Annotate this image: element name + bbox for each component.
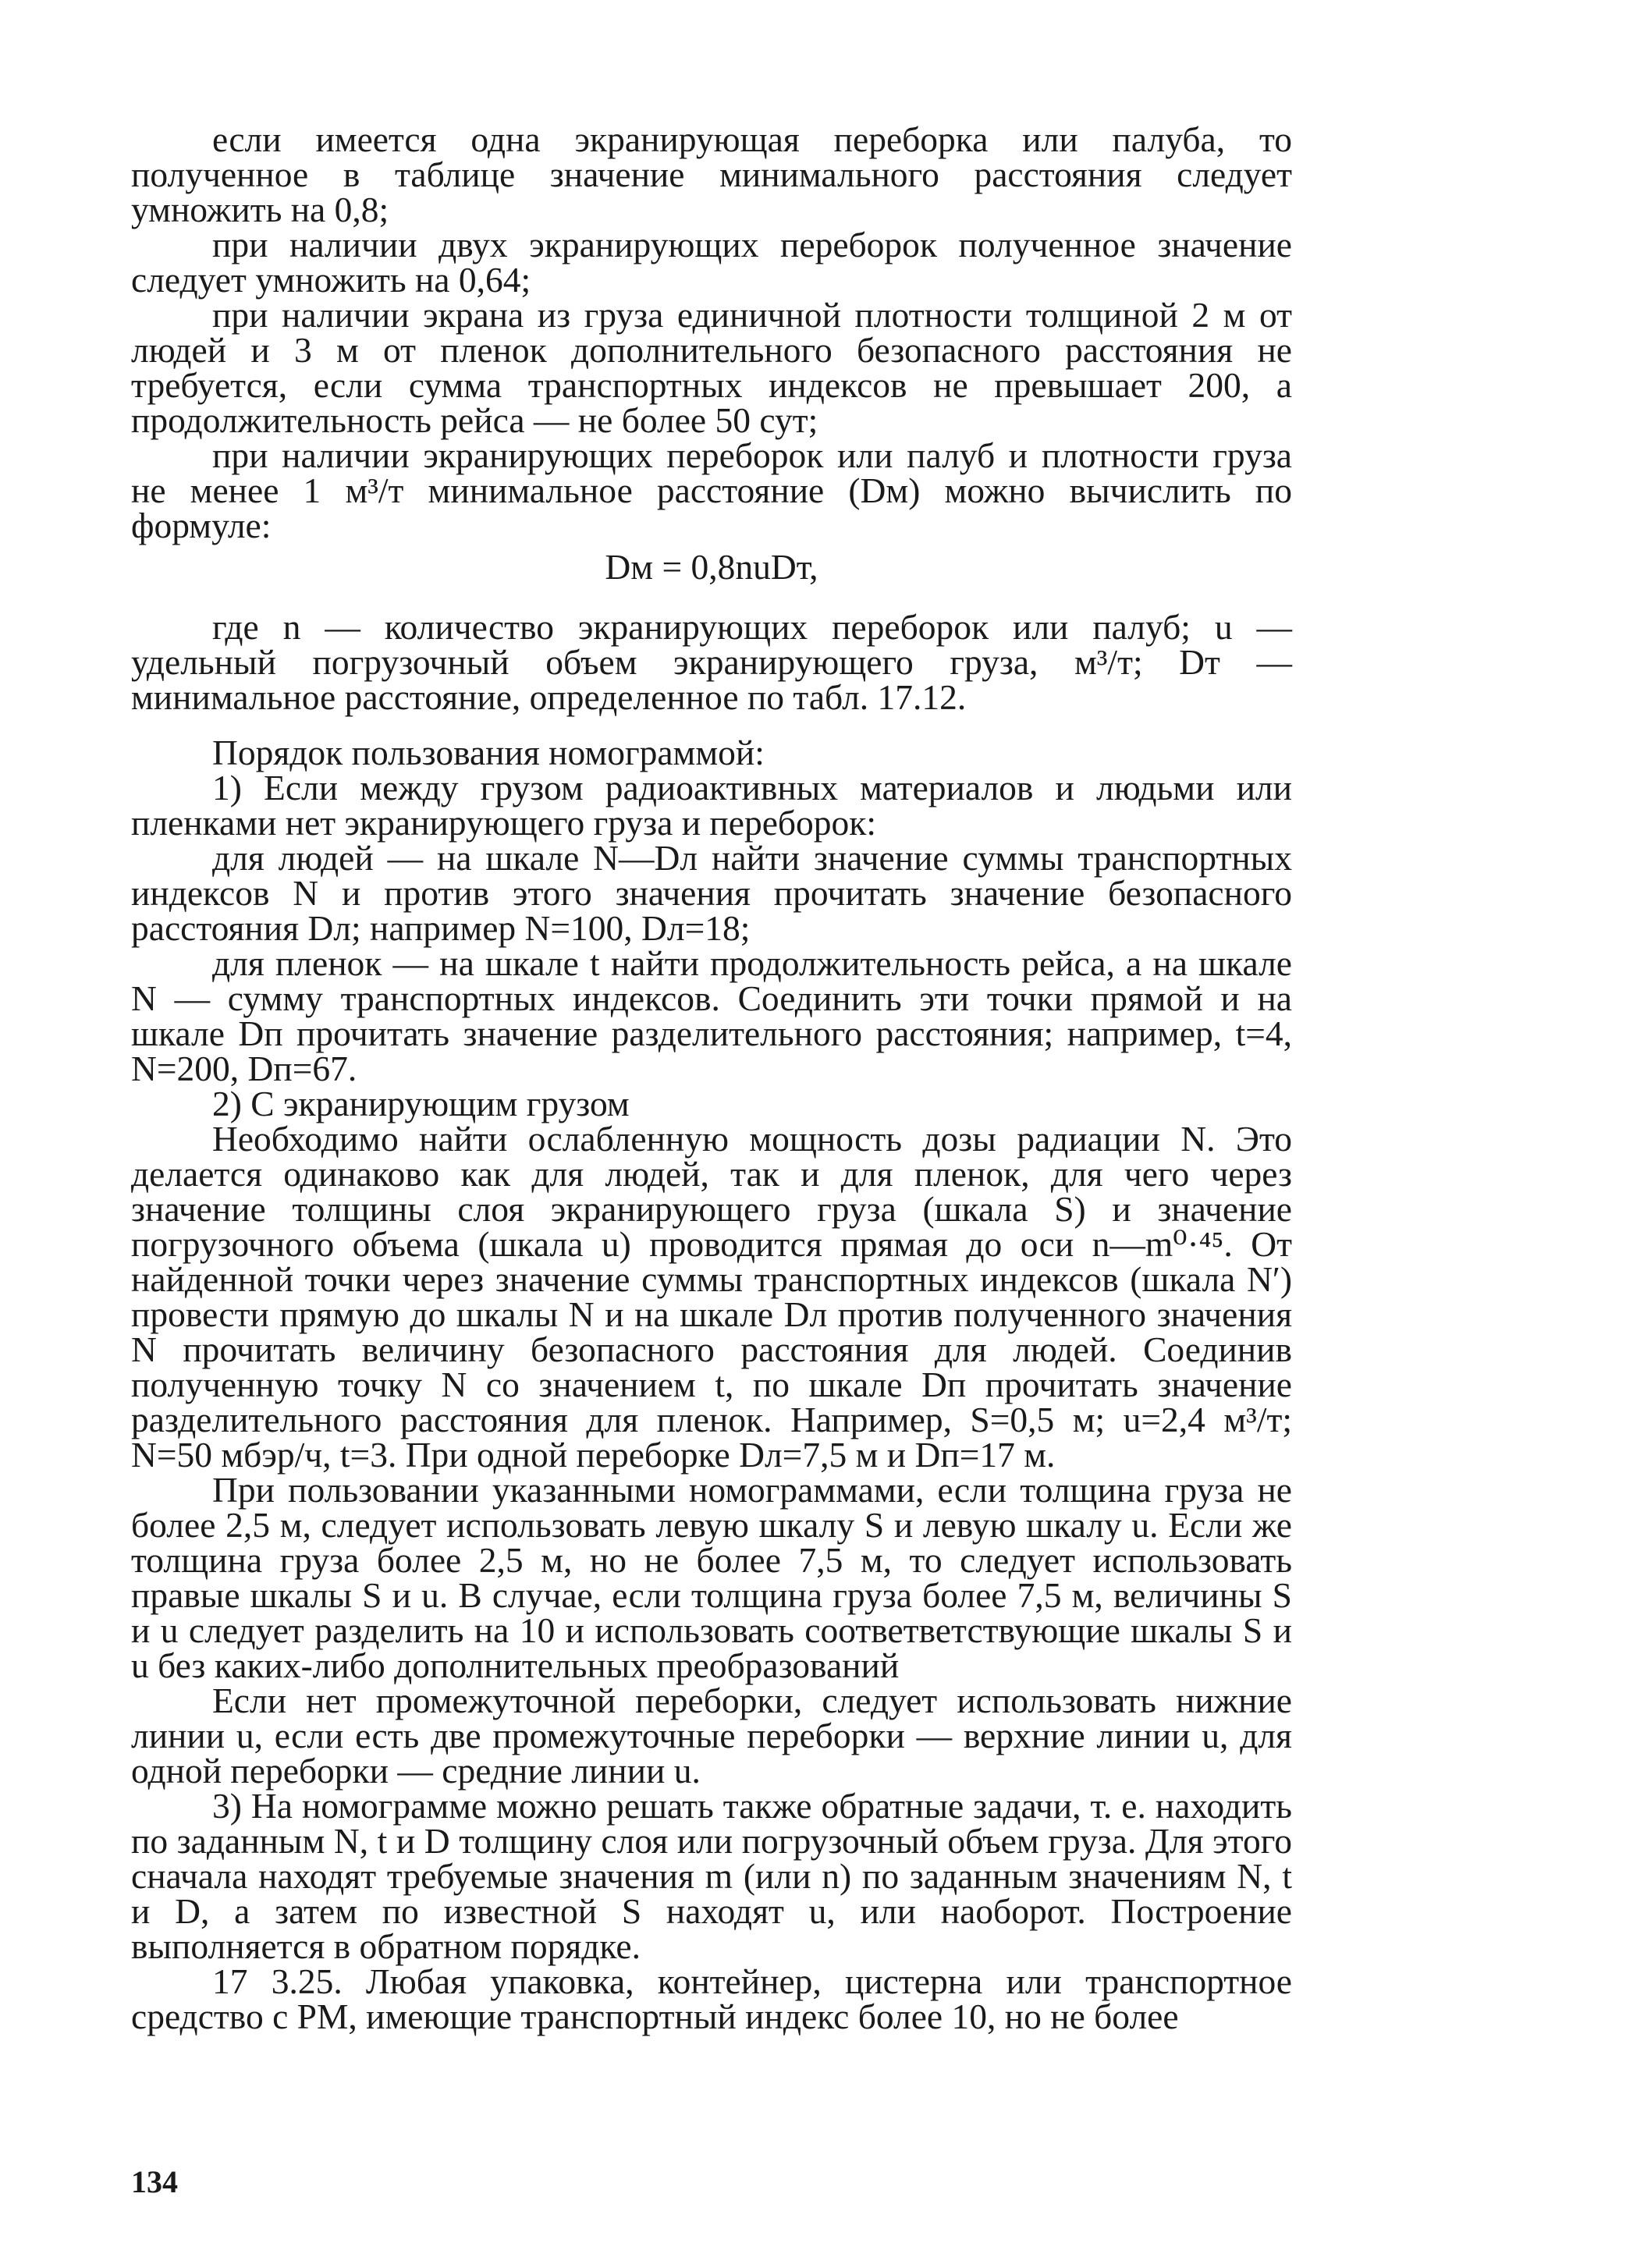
paragraph: 3) На номограмме можно решать также обратные задачи, т. е. находить по заданным N, t и D толщину слоя или погрузочный объем груза. Для этого сначала находят требуемые значения m (или n) по заданным значениям N, t и D, а затем по известной S находят u, или наоборот. Построение выполняется в обратном порядке.: [131, 1786, 1292, 1966]
paragraph: где n — количество экранирующих переборок или палуб; u — удельный погрузочный объем экранирующего груза, м³/т; Dт — минимальное расстояние, определенное по табл. 17.12.: [131, 607, 1292, 717]
paragraph: при наличии экрана из груза единичной плотности толщиной 2 м от людей и 3 м от пленок дополнительного безопасного расстояния не требуется, если сумма транспортных индексов не превышает 200, а продолжительность рейса — не более 50 сут;: [131, 295, 1292, 440]
paragraph: При пользовании указанными номограммами, если толщина груза не более 2,5 м, следует использовать левую шкалу S и левую шкалу u. Если же толщина груза более 2,5 м, но не более 7,5 м, то следует использовать правые шкалы S и u. В случае, если толщина груза более 7,5 м, величины S и u следует разделить на 10 и использовать соответветствующие шкалы S и u без каких-либо дополнительных преобразований: [131, 1470, 1292, 1685]
paragraph: Если нет промежуточной переборки, следует использовать нижние линии u, если есть две промежуточные переборки — верхние линии u, для одной переборки — средние линии u.: [131, 1681, 1292, 1791]
page-body: [131, 119, 1292, 2036]
paragraph: если имеется одна экранирующая переборка или палуба, то полученное в таблице значение минимального расстояния следует умножить на 0,8;: [131, 119, 1292, 229]
paragraph: 2) С экранирующим грузом: [212, 1084, 630, 1123]
paragraph: 1) Если между грузом радиоактивных материалов и людьми или пленками нет экранирующего груза и переборок:: [131, 768, 1292, 843]
paragraph: Необходимо найти ослабленную мощность дозы радиации N. Это делается одинаково как для людей, так и для пленок, для чего через значение толщины слоя экранирующего груза (шкала S) и значение погрузочного объема (шкала u) проводится прямая до оси n—m⁰·⁴⁵. От найденной точки через значение суммы транспортных индексов (шкала N′) провести прямую до шкалы N и на шкале Dл против полученного значения N прочитать величину безопасного расстояния для людей. Соединив полученную точку N со значением t, по шкале Dп прочитать значение разделительного расстояния для пленок. Например, S=0,5 м; u=2,4 м³/т; N=50 мбэр/ч, t=3. При одной переборке Dл=7,5 м и Dп=17 м.: [131, 1119, 1292, 1475]
paragraph: 17 3.25. Любая упаковка, контейнер, цистерна или транспортное средство с РМ, имеющие транспортный индекс более 10, но не более: [131, 1961, 1292, 2036]
formula: Dм = 0,8nuDт,: [605, 547, 818, 587]
paragraph: для пленок — на шкале t найти продолжительность рейса, а на шкале N — сумму транспортных индексов. Соединить эти точки прямой и на шкале Dп прочитать значение разделительного расстояния; например, t=4, N=200, Dп=67.: [131, 943, 1292, 1088]
paragraph: при наличии двух экранирующих переборок полученное значение следует умножить на 0,64;: [131, 225, 1292, 300]
paragraph: Порядок пользования номограммой:: [212, 733, 765, 772]
paragraph: для людей — на шкале N—Dл найти значение суммы транспортных индексов N и против этого значения прочитать значение безопасного расстояния Dл; например N=100, Dл=18;: [131, 838, 1292, 948]
page-number: 134: [131, 2164, 178, 2199]
paragraph: при наличии экранирующих переборок или палуб и плотности груза не менее 1 м³/т минимальное расстояние (Dм) можно вычислить по формуле:: [131, 435, 1292, 545]
